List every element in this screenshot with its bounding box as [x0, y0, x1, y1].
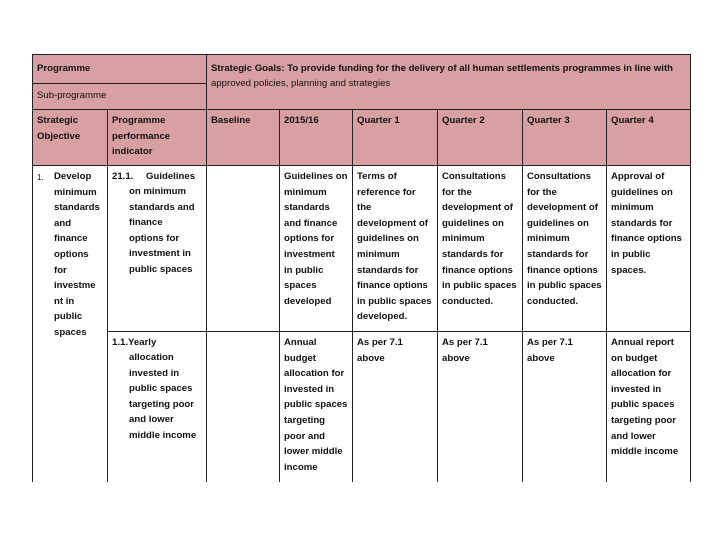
grid-line [206, 54, 207, 482]
col-quarter-2: Quarter 2 [442, 115, 485, 126]
row1-indicator-number: 21.1. [112, 171, 134, 182]
row1-year-target: Guidelines on minimum standards and finance options for investment in public spaces developed [284, 171, 348, 307]
row1-indicator-text: on minimum standards and finance options for investment in public spaces [129, 186, 195, 275]
grid-line [107, 331, 691, 332]
col-performance-indicator: Programme performance indicator [112, 115, 171, 158]
grid-line [352, 109, 353, 482]
strategic-goals: Strategic Goals: To provide funding for the delivery of all human settlements programmes in line with [211, 63, 673, 74]
col-year: 2015/16 [284, 115, 319, 126]
grid-line [32, 83, 206, 84]
objective-number: 1. [37, 173, 44, 182]
grid-line [522, 109, 523, 482]
subprogramme-label: Sub-programme [37, 90, 107, 101]
row2-indicator-number: 1.1. [112, 337, 129, 348]
row2-indicator-text: allocation invested in public spaces targeting poor and lower middle income [129, 352, 197, 441]
grid-line [606, 109, 607, 482]
grid-line [437, 109, 438, 482]
row1-q2: Consultations for the development of guidelines on minimum standards for finance options in public spaces conducted. [442, 171, 517, 307]
grid-line [32, 54, 33, 482]
grid-line [32, 54, 691, 55]
row2-year-target: Annual budget allocation for invested in public spaces targeting poor and lower middle income [284, 337, 348, 473]
objective-text: Develop minimum standards and finance options for investme nt in public spaces [54, 171, 100, 338]
grid-line [32, 165, 691, 166]
col-quarter-1: Quarter 1 [357, 115, 400, 126]
col-baseline: Baseline [211, 115, 251, 126]
grid-line [690, 54, 691, 482]
row2-q4: Annual report on budget allocation for invested in public spaces targeting poor and lower middle income [611, 337, 679, 458]
row1-q4: Approval of guidelines on minimum standards for finance options in public spaces. [611, 171, 682, 276]
col-strategic-objective: Strategic Objective [37, 115, 81, 142]
row1-q3: Consultations for the development of guidelines on minimum standards for finance options in public spaces conducted. [527, 171, 602, 307]
row2-q3: As per 7.1 above [527, 337, 573, 364]
strategic-goals-continued: approved policies, planning and strategies [211, 78, 391, 89]
grid-line [279, 109, 280, 482]
programme-label: Programme [37, 63, 91, 74]
grid-line [32, 109, 691, 110]
row1-indicator-heading: Guidelines [146, 171, 196, 182]
col-quarter-3: Quarter 3 [527, 115, 570, 126]
row2-q1: As per 7.1 above [357, 337, 403, 364]
grid-line [107, 109, 108, 482]
row2-q2: As per 7.1 above [442, 337, 488, 364]
col-quarter-4: Quarter 4 [611, 115, 654, 126]
row2-indicator-heading: Yearly [128, 337, 157, 348]
row1-q1: Terms of reference for the development of guidelines on minimum standards for finance options in public spaces developed. [357, 171, 432, 323]
